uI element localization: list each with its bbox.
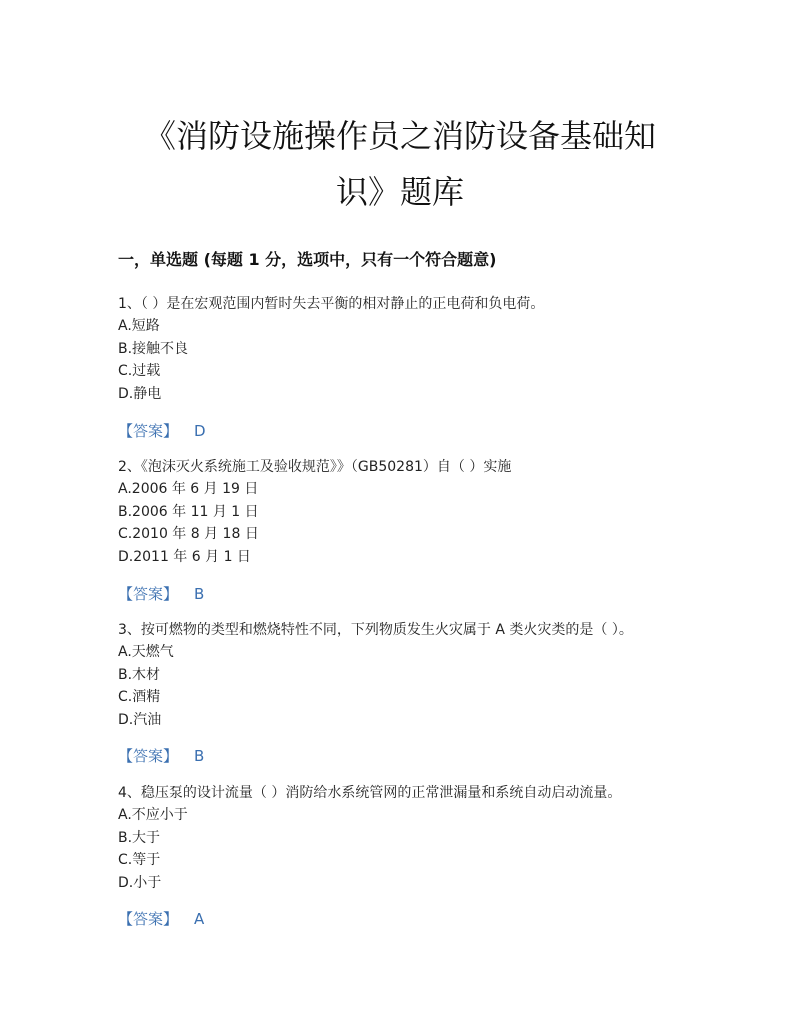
title-line-2: 识》题库 — [335, 173, 464, 211]
document-title — [100, 108, 700, 220]
question-stem: 2、《泡沫灭火系统施工及验收规范》》（GB50281）自（ ）实施 — [118, 459, 512, 475]
answer-label: 【答案】 — [118, 747, 179, 765]
answer-4 — [118, 908, 204, 929]
option-c: C.2010 年 8 月 18 日 — [118, 526, 259, 542]
option-c: C.等于 — [118, 852, 161, 868]
option-a: A.2006 年 6 月 19 日 — [118, 481, 259, 497]
option-b: B.接触不良 — [118, 340, 189, 357]
answer-3 — [118, 745, 204, 766]
option-d: D.2011 年 6 月 1 日 — [118, 548, 251, 565]
answer-label: 【答案】 — [118, 422, 179, 440]
answer-value: B — [194, 747, 205, 765]
option-b: B.2006 年 11 月 1 日 — [118, 503, 259, 520]
option-a: A.天燃气 — [118, 644, 174, 660]
option-d: D.静电 — [118, 385, 162, 402]
question-stem: 1、（ ）是在宏观范围内暂时失去平衡的相对静止的正电荷和负电荷。 — [118, 296, 545, 312]
answer-2 — [118, 583, 204, 604]
question-stem: 4、稳压泵的设计流量（ ）消防给水系统管网的正常泄漏量和系统自动启动流量。 — [118, 785, 622, 801]
option-b: B.大于 — [118, 829, 161, 846]
question-2 — [118, 456, 718, 568]
answer-label: 【答案】 — [118, 585, 179, 603]
answer-value: A — [194, 910, 205, 928]
answer-value: B — [194, 585, 205, 603]
answer-value: D — [194, 422, 206, 440]
option-d: D.汽油 — [118, 711, 162, 728]
option-c: C.酒精 — [118, 689, 161, 705]
option-b: B.木材 — [118, 666, 161, 683]
section-heading: 一，单选题 (每题 1 分，选项中，只有一个符合题意) — [118, 250, 497, 269]
question-3 — [118, 619, 718, 731]
question-1 — [118, 293, 718, 405]
answer-label: 【答案】 — [118, 910, 179, 928]
option-d: D.小于 — [118, 874, 162, 891]
answer-1 — [118, 420, 206, 441]
title-line-1: 《消防设施操作员之消防设备基础知 — [143, 117, 656, 155]
option-a: A.短路 — [118, 318, 160, 334]
question-stem: 3、按可燃物的类型和燃烧特性不同，下列物质发生火灾属于 A 类火灾类的是（ ）。 — [118, 622, 633, 638]
question-4 — [118, 782, 718, 894]
option-c: C.过载 — [118, 363, 161, 379]
option-a: A.不应小于 — [118, 807, 188, 823]
